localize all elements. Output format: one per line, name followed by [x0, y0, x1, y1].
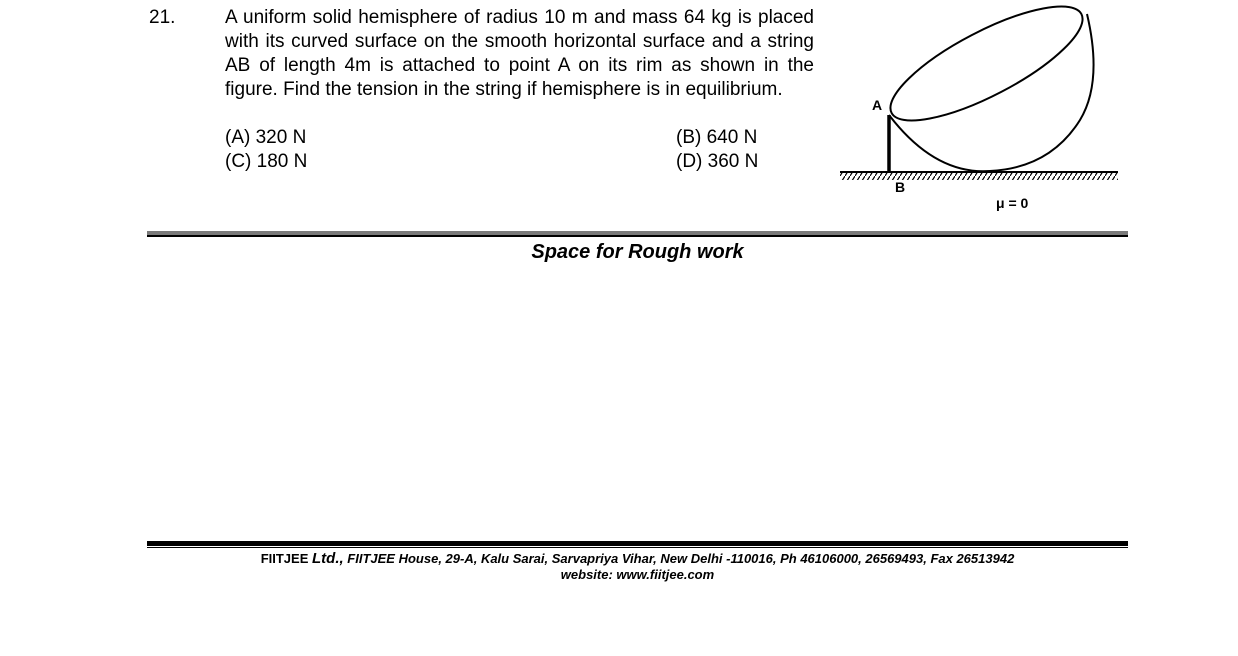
footer-website: website: www.fiitjee.com	[560, 567, 715, 582]
option-c: (C) 180 N	[225, 151, 308, 172]
page-footer	[147, 551, 1128, 583]
hemisphere-rim	[877, 0, 1096, 141]
question-text: A uniform solid hemisphere of radius 10 m and mass 64 kg is placed with its curved surface on the smooth horizontal surface and a string AB of length 4m is attached to point A on its rim as shown in the figure. Find the tension in the string if hemisphere is in equilibrium.	[225, 7, 814, 100]
footer-ltd: Ltd.,	[312, 550, 344, 567]
hemisphere-figure	[835, 0, 1125, 220]
footer-address: FIITJEE House, 29-A, Kalu Sarai, Sarvapriya Vihar, New Delhi -110016, Ph 46106000, 26569493, Fax 26513942	[347, 551, 1015, 566]
rough-work-divider	[147, 231, 1128, 237]
footer-divider-thin	[147, 547, 1128, 548]
option-a: (A) 320 N	[225, 127, 307, 148]
rough-work-heading: Space for Rough work	[531, 241, 744, 263]
point-b-label: B	[895, 179, 906, 195]
hemisphere-curved-surface	[889, 14, 1094, 171]
friction-label: μ = 0	[996, 195, 1029, 211]
footer-brand: FIITJEE	[260, 551, 309, 566]
footer-address-line	[147, 551, 1128, 567]
footer-divider	[147, 541, 1128, 546]
ground-hatching	[840, 172, 1118, 180]
option-d: (D) 360 N	[676, 151, 759, 172]
point-a-label: A	[872, 97, 883, 113]
option-b: (B) 640 N	[676, 127, 758, 148]
question-number: 21.	[149, 7, 176, 28]
